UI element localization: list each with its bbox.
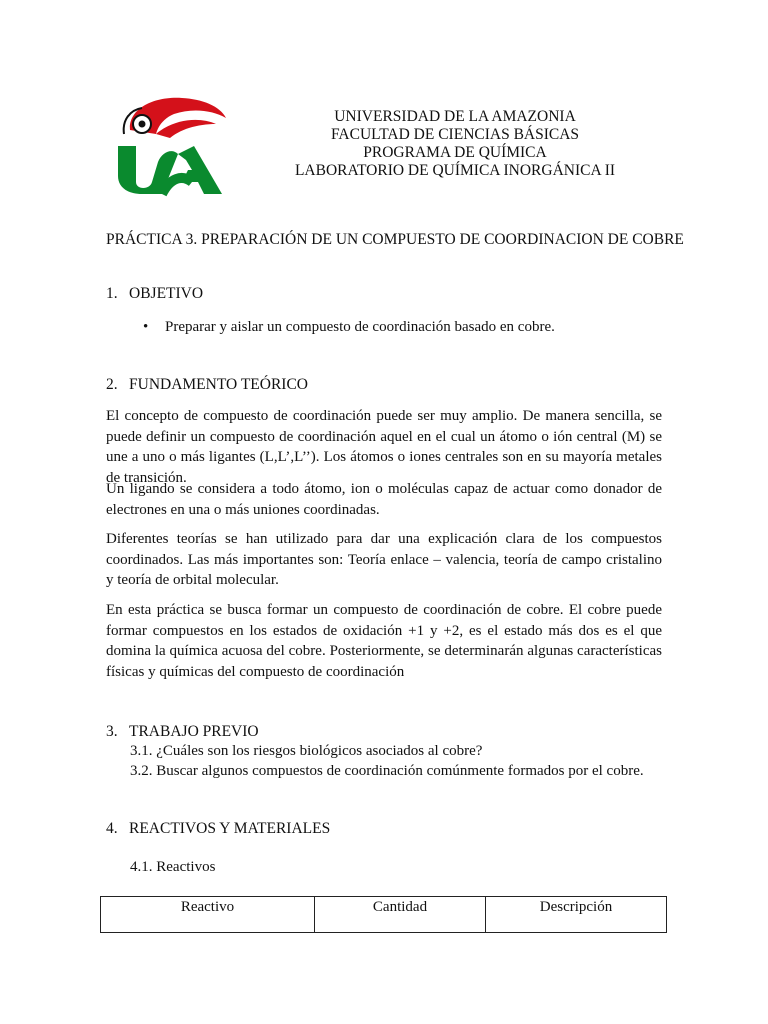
program-name: PROGRAMA DE QUÍMICA (363, 144, 547, 161)
table-header-descripcion: Descripción (486, 897, 667, 933)
table-header-reactivo: Reactivo (101, 897, 315, 933)
section-title: OBJETIVO (129, 285, 204, 302)
lab-name: LABORATORIO DE QUÍMICA INORGÁNICA II (294, 162, 616, 179)
document-header (290, 108, 620, 180)
section-number: 3. (106, 723, 118, 740)
practice-title: PRÁCTICA 3. PREPARACIÓN DE UN COMPUESTO DE COORDINACION DE COBRE (106, 231, 684, 248)
section-heading-objetivo (106, 285, 203, 303)
section-title: FUNDAMENTO TEÓRICO (129, 376, 308, 393)
list-item (130, 743, 482, 760)
section-number: 2. (106, 376, 118, 393)
faculty-name: FACULTAD DE CIENCIAS BÁSICAS (330, 126, 580, 143)
table-header-row (101, 897, 667, 933)
paragraph-1: El concepto de compuesto de coordinación puede ser muy amplio. De manera sencilla, se puede definir un compuesto de coordinación aquel en el cual un átomo o ión central (M) se une a uno o más ligantes (L,L’,L’’). Los átomos o iones centrales son en su mayoría metales de transición. (106, 408, 662, 486)
subsection-heading-reactivos (130, 859, 215, 876)
section-heading-reactivos (106, 820, 330, 838)
subsection-title: Reactivos (156, 859, 216, 875)
paragraph-4: En esta práctica se busca formar un compuesto de coordinación de cobre. El cobre puede formar compuestos en los estados de oxidación +1 y +2, es el estado más dos es el que domina la química acuosa del cobre. Posteriormente, se determinarán algunas características físicas y químicas del compuesto de coordinación (106, 602, 662, 680)
paragraph-2: Un ligando se considera a todo átomo, ion o moléculas capaz de actuar como donador de electrones en una o más uniones coordinadas. (106, 481, 662, 518)
section-title: REACTIVOS Y MATERIALES (129, 820, 331, 837)
section-title: TRABAJO PREVIO (129, 723, 259, 740)
item-text: Buscar algunos compuestos de coordinación comúnmente formados por el cobre. (156, 763, 644, 779)
item-number: 3.1. (130, 743, 153, 759)
section-number: 4. (106, 820, 118, 837)
university-name: UNIVERSIDAD DE LA AMAZONIA (334, 108, 576, 125)
table-header-cantidad: Cantidad (315, 897, 486, 933)
objective-text: Preparar y aislar un compuesto de coordinación basado en cobre. (165, 319, 555, 335)
bullet-icon: • (143, 319, 149, 335)
item-text: ¿Cuáles son los riesgos biológicos asociados al cobre? (156, 743, 483, 759)
subsection-number: 4.1. (130, 859, 153, 875)
item-number: 3.2. (130, 763, 153, 779)
paragraph-3: Diferentes teorías se han utilizado para dar una explicación clara de los compuestos coordinados. Las más importantes son: Teoría enlace – valencia, teoría de campo cristalino y teoría de orbital molecular. (106, 531, 662, 588)
objective-bullet (143, 319, 555, 336)
section-heading-trabajo-previo (106, 723, 259, 741)
reactivos-table (100, 896, 667, 933)
section-heading-fundamento (106, 376, 308, 394)
section-number: 1. (106, 285, 118, 302)
university-logo-icon (112, 90, 230, 200)
list-item (130, 763, 644, 780)
